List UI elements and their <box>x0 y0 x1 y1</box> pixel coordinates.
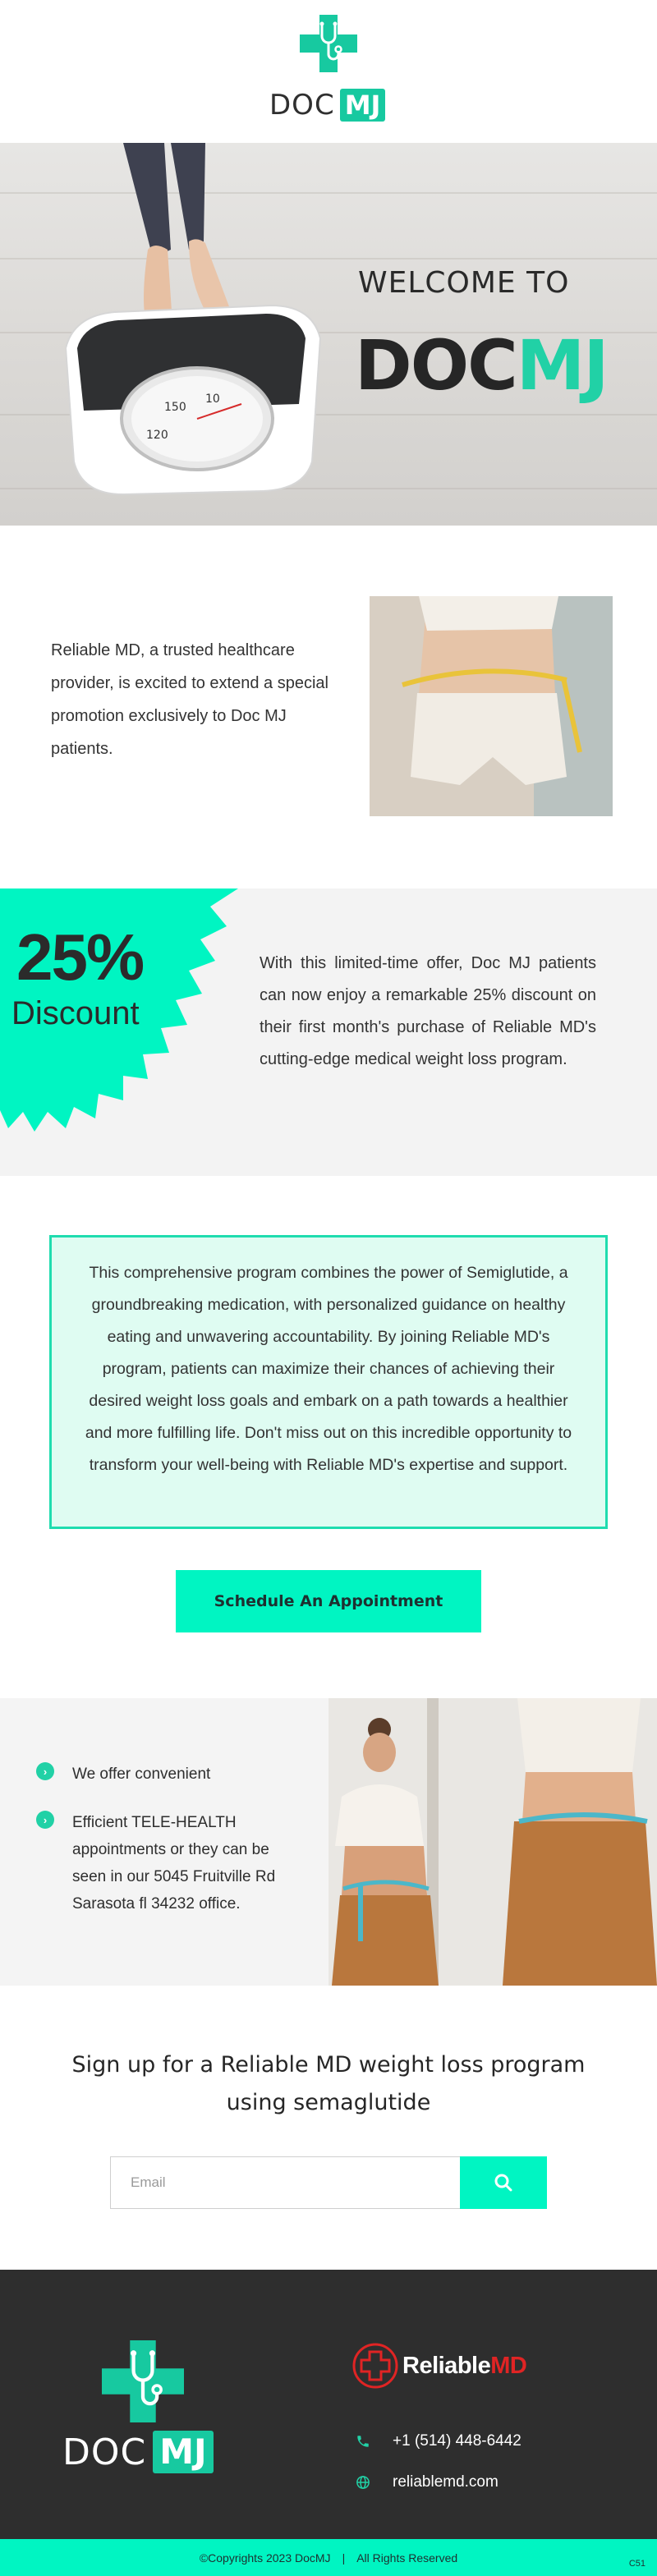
chevron-right-icon: › <box>36 1762 54 1780</box>
footer-logo-mj: MJ <box>153 2431 213 2473</box>
reliablemd-wordmark <box>402 2353 526 2380</box>
signup-form <box>110 2156 547 2209</box>
phone-number: +1 (514) 448-6442 <box>393 2432 521 2450</box>
docmj-logo[interactable] <box>263 11 394 122</box>
features-list <box>36 1761 299 1939</box>
hero-banner <box>0 143 657 526</box>
md-text: MD <box>490 2352 527 2379</box>
signup-title: Sign up for a Reliable MD weight loss program using semaglutide <box>71 2052 586 2115</box>
footer <box>0 2270 657 2539</box>
signup-section <box>0 1986 657 2270</box>
weight-loss-photo <box>328 1698 657 1986</box>
discount-percent: 25% <box>16 921 144 994</box>
footer-docmj-logo[interactable] <box>59 2340 232 2480</box>
intro-section <box>0 526 657 889</box>
intro-paragraph: Reliable MD, a trusted healthcare provider, is excited to extend a special promotion exclusively to Doc MJ patients. <box>51 641 328 758</box>
phone-icon <box>355 2433 371 2450</box>
copyright-separator: | <box>342 2551 346 2565</box>
schedule-appointment-button[interactable]: Schedule An Appointment <box>176 1570 481 1632</box>
weight-loss-illustration <box>328 1698 657 1986</box>
logo-doc-text: DOC <box>269 89 335 122</box>
bathroom-scale-illustration <box>66 143 345 504</box>
discount-label: Discount <box>11 995 140 1031</box>
list-item <box>36 1761 299 1788</box>
search-button[interactable] <box>460 2156 547 2209</box>
feature-text: Efficient TELE-HEALTH appointments or they can be seen in our 5045 Fruitville Rd Sarasota fl 34232 office. <box>72 1814 276 1912</box>
discount-paragraph: With this limited-time offer, Doc MJ patients can now enjoy a remarkable 25% discount on their first month's purchase of Reliable MD's cutting-edge medical weight loss program. <box>260 954 596 1068</box>
svg-text:120: 120 <box>146 429 168 442</box>
footer-logo-wordmark <box>62 2431 214 2473</box>
list-item <box>36 1809 299 1917</box>
copyright-text: ©Copyrights 2023 DocMJ <box>199 2551 331 2565</box>
waist-measure-photo <box>370 596 613 816</box>
program-info-box <box>49 1235 608 1529</box>
logo-mj-text: MJ <box>340 89 386 122</box>
svg-text:150: 150 <box>164 401 186 414</box>
program-paragraph: This comprehensive program combines the power of Semiglutide, a groundbreaking medication, with personalized guidance on healthy eating and unwavering accountability. By joining Reliable MD's program, patients can maximize their chances of achieving their desired weight loss goals and embark on a path towards a healthier and more fulfilling life. Don't miss out on this incredible opportunity to transform your well-being with Reliable MD's expertise and support. <box>85 1264 572 1474</box>
hero-brand-doc: DOC <box>355 325 517 406</box>
globe-icon <box>355 2474 371 2491</box>
discount-section <box>0 889 657 1176</box>
medical-cross-stethoscope-icon <box>300 15 357 72</box>
footer-logo-doc: DOC <box>62 2431 147 2473</box>
waist-measure-illustration <box>370 596 613 816</box>
reliable-text: Reliable <box>402 2352 491 2379</box>
corner-badge: C51 <box>628 2559 646 2569</box>
header <box>0 0 657 143</box>
hero-brand-mj: MJ <box>516 325 608 406</box>
copyright-bar <box>0 2539 657 2576</box>
feature-text: We offer convenient <box>72 1766 211 1783</box>
chevron-right-icon: › <box>36 1811 54 1829</box>
reliablemd-logo[interactable] <box>351 2342 526 2390</box>
footer-website[interactable] <box>355 2473 498 2491</box>
website-link: reliablemd.com <box>393 2473 498 2491</box>
logo-wordmark <box>269 85 385 125</box>
email-input[interactable] <box>110 2156 460 2209</box>
hero-brand-title <box>355 325 608 406</box>
footer-phone[interactable] <box>355 2432 521 2450</box>
rights-text: All Rights Reserved <box>356 2551 458 2565</box>
hero-welcome-text: WELCOME TO <box>358 266 570 300</box>
features-section <box>0 1698 657 1986</box>
program-section <box>0 1176 657 1698</box>
medical-cross-stethoscope-icon <box>102 2340 184 2422</box>
search-icon <box>494 2173 513 2193</box>
svg-text:10: 10 <box>205 393 220 406</box>
reliablemd-cross-icon <box>351 2342 399 2390</box>
